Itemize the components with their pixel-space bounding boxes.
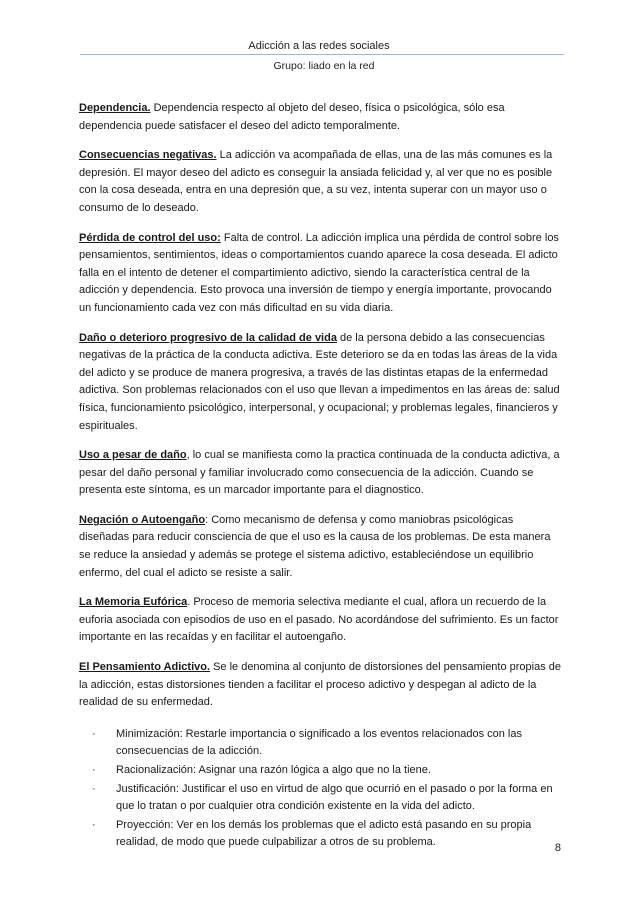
bullet-icon: · xyxy=(92,727,96,740)
term-deterioro: Daño o deterioro progresivo de la calidad de vida xyxy=(79,331,337,344)
paragraph-dependencia xyxy=(79,100,565,135)
paragraph-pensamiento-adictivo xyxy=(79,659,565,712)
bullet-icon: · xyxy=(92,818,96,831)
paragraph-deterioro xyxy=(79,330,565,436)
paragraph-perdida-control xyxy=(79,230,565,318)
text-uso-dano: , lo cual se manifiesta como la practica continuada de la conducta adictiva, a pesar del daño personal y familiar involucrado como consecuencia de la adicción. Cuando se presenta este síntoma, es un marcador importante para el diagnostico. xyxy=(79,449,560,497)
term-negacion: Negación o Autoengaño xyxy=(79,513,206,526)
term-memoria-euforica: La Memoria Eufórica xyxy=(79,596,188,609)
paragraph-memoria-euforica xyxy=(79,594,565,647)
term-uso-dano: Uso a pesar de daño xyxy=(79,449,187,462)
paragraph-uso-dano xyxy=(79,447,565,500)
text-pensamiento-adictivo: Se le denomina al conjunto de distorsiones del pensamiento propias de la adicción, estas distorsiones tienden a facilitar el proceso adictivo y despegan al adicto de la realidad de su enfermedad. xyxy=(79,661,562,709)
list-item xyxy=(79,817,565,852)
text-dependencia: Dependencia respecto al objeto del deseo, física o psicológica, sólo esa dependencia puede satisfacer el deseo del adicto temporalmente. xyxy=(79,102,505,132)
text-memoria-euforica: . Proceso de memoria selectiva mediante el cual, aflora un recuerdo de la euforia asociada con episodios de uso en el pasado. No acordándose del sufrimiento. Es un factor importante en las recaídas y en facilitar el autoengaño. xyxy=(79,596,559,644)
distortions-list xyxy=(79,726,565,852)
running-header-title: Adicción a las redes sociales xyxy=(248,40,390,52)
paragraph-consecuencias xyxy=(79,147,565,217)
list-item xyxy=(79,726,565,761)
document-body xyxy=(79,100,565,853)
text-deterioro: de la persona debido a las consecuencias negativas de la práctica de la conducta adictiva. Este deterioro se da en todas las áreas de la vida del adicto y se produce de manera progresiva, a través de las distintas etapas de la enfermedad adictiva. Son problemas relacionados con el uso que llevan a impedimentos en las áreas de: salud física, funcionamiento psicológico, interpersonal, y ocupacional; y problemas legales, financieros y espirituales. xyxy=(79,331,560,432)
paragraph-negacion xyxy=(79,512,565,582)
page-number: 8 xyxy=(554,842,561,854)
term-consecuencias: Consecuencias negativas. xyxy=(79,149,217,162)
running-header-group: Grupo: liado en la red xyxy=(273,60,375,72)
term-pensamiento-adictivo: El Pensamiento Adictivo. xyxy=(79,661,211,674)
term-dependencia: Dependencia. xyxy=(79,102,151,114)
text-perdida-control: Falta de control. La adicción implica una pérdida de control sobre los pensamientos, sentimientos, ideas o comportamientos cuando aparece la cosa deseada. El adicto falla en el intento de detener el compartimiento adictivo, siendo la característica central de la adicción y dependencia. Esto provoca una inversión de tiempo y energía importante, provocando un funcionamiento cada vez con más dificultad en su vida diaria. xyxy=(79,231,559,314)
list-item-text: Minimización: Restarle importancia o significado a los eventos relacionados con las consecuencias de la adicción. xyxy=(116,727,522,758)
list-item-text: Justificación: Justificar el uso en virtud de algo que ocurrió en el pasado o por la forma en que lo tratan o por cualquier otra condición existente en la vida del adicto. xyxy=(116,782,553,813)
text-consecuencias: La adicción va acompañada de ellas, una de las más comunes es la depresión. El mayor deseo del adicto es conseguir la ansiada felicidad y, al ver que no es posible con la cosa deseada, entra en una depresión que, a su vez, intenta superar con un mayor uso o consumo de lo deseado. xyxy=(79,149,553,214)
term-perdida-control: Pérdida de control del uso: xyxy=(79,231,221,244)
list-item-text: Proyección: Ver en los demás los problemas que el adicto está pasando en su propia realidad, de modo que puede culpabilizar a otros de su problema. xyxy=(116,818,532,849)
bullet-icon: · xyxy=(92,782,96,795)
bullet-icon: · xyxy=(92,764,96,776)
text-negacion: : Como mecanismo de defensa y como maniobras psicológicas diseñadas para reducir consciencia de que el uso es la causa de los problemas. De esta manera se reduce la ansiedad y además se protege el sistema adictivo, estableciéndose un equilibrio enfermo, del cual el adicto se resiste a salir. xyxy=(79,513,551,579)
list-item-text: Racionalización: Asignar una razón lógica a algo que no la tiene. xyxy=(116,764,431,776)
header-divider xyxy=(80,54,564,55)
list-item xyxy=(79,762,565,780)
list-item xyxy=(79,781,565,816)
